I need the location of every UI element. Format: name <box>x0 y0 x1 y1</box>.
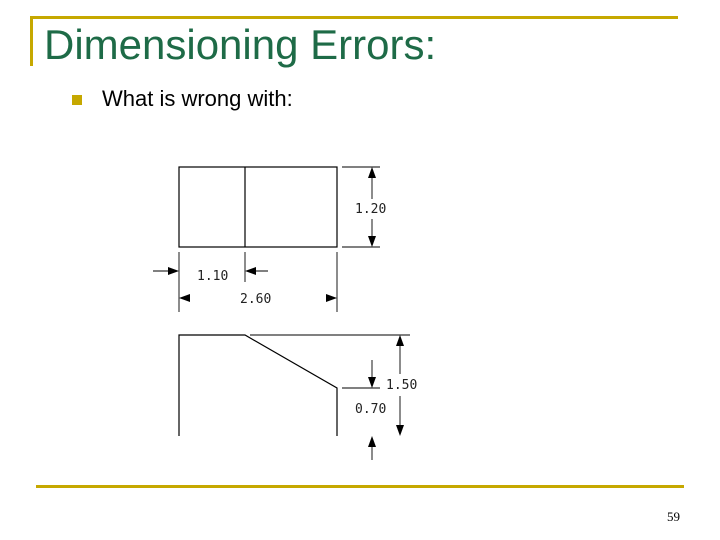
arrowhead <box>368 236 376 247</box>
top-part-outline <box>179 167 337 247</box>
arrowhead <box>396 335 404 346</box>
arrowhead <box>168 267 179 275</box>
dimension-label-1-10: 1.10 <box>197 269 229 284</box>
dimension-label-2-60: 2.60 <box>240 292 272 307</box>
arrowhead <box>245 267 256 275</box>
arrowhead <box>368 377 376 388</box>
dimension-label-0-70: 0.70 <box>355 402 387 417</box>
footer-rule <box>36 485 684 488</box>
page-number: 59 <box>667 509 680 524</box>
arrowhead <box>326 294 337 302</box>
slide-title: Dimensioning Errors: <box>44 21 437 68</box>
dimension-label-1-20: 1.20 <box>355 202 387 217</box>
arrowhead <box>368 436 376 447</box>
arrowhead <box>368 167 376 178</box>
arrowhead <box>396 425 404 436</box>
arrowhead <box>179 294 190 302</box>
bottom-part-outline <box>179 335 337 436</box>
dimension-label-1-50: 1.50 <box>386 378 418 393</box>
bullet-text: What is wrong with: <box>102 86 293 111</box>
